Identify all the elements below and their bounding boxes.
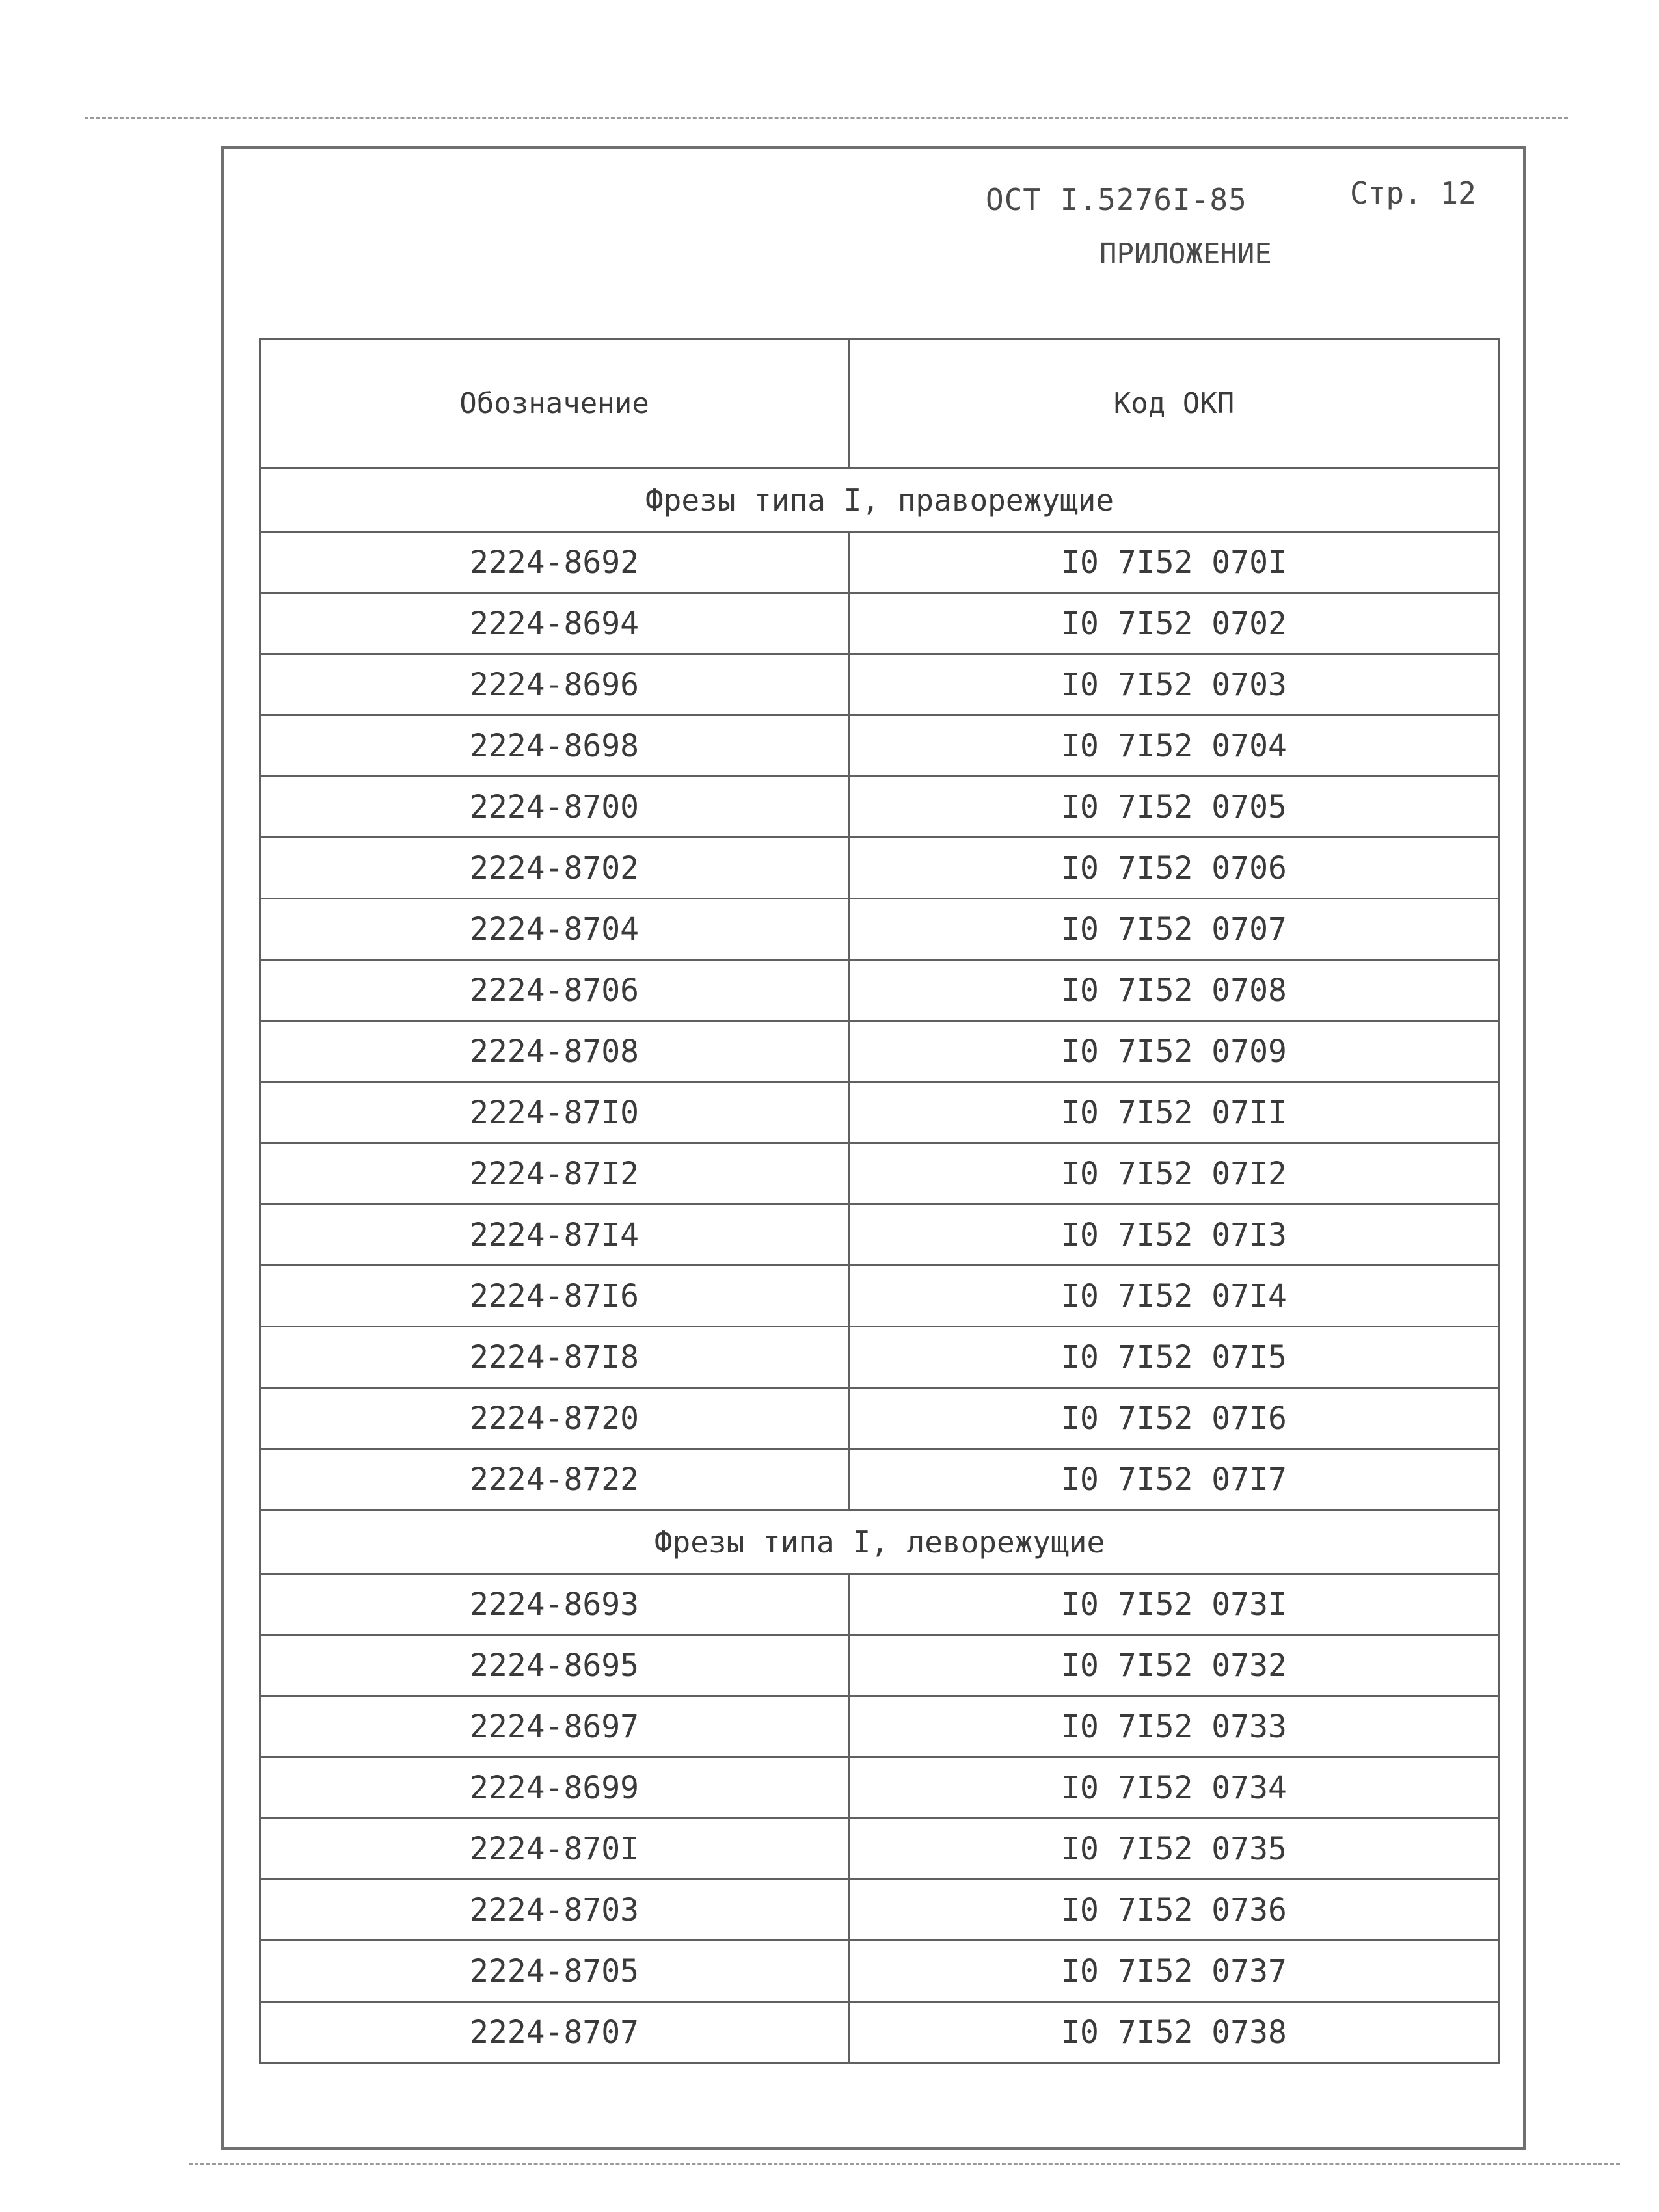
table-row [260,960,1500,1021]
table-row [260,1143,1500,1205]
designation-cell: 2224-8698 [260,715,849,777]
section-row-right-hand [260,468,1500,532]
table-header-row [260,340,1500,468]
designation-cell: 2224-8693 [260,1574,849,1635]
table-row [260,1635,1500,1696]
designation-cell: 2224-87I2 [260,1143,849,1205]
designation-cell: 2224-8705 [260,1941,849,2002]
designation-cell: 2224-8700 [260,777,849,838]
scan-top-edge [85,117,1568,119]
column-header-code: Код ОКП [849,340,1500,468]
designation-cell: 2224-8697 [260,1696,849,1757]
table-row [260,593,1500,654]
table-row [260,1082,1500,1143]
designation-cell: 2224-87I4 [260,1205,849,1266]
product-codes-table [259,338,1500,2064]
designation-cell: 2224-8720 [260,1388,849,1449]
code-cell: I0 7I52 0703 [849,654,1500,715]
table-row [260,1757,1500,1819]
table-row [260,1449,1500,1510]
code-cell: I0 7I52 07I7 [849,1449,1500,1510]
designation-cell: 2224-870I [260,1819,849,1880]
designation-cell: 2224-8694 [260,593,849,654]
table-row [260,2002,1500,2063]
appendix-title: ПРИЛОЖЕНИЕ [1099,237,1272,271]
table-row [260,1696,1500,1757]
page-number: Стр. 12 [1350,176,1476,211]
designation-cell: 2224-8708 [260,1021,849,1082]
table-row [260,1327,1500,1388]
section-title-left-hand: Фрезы типа I, леворежущие [260,1510,1500,1574]
table-row [260,1941,1500,2002]
designation-cell: 2224-8707 [260,2002,849,2063]
table-row [260,777,1500,838]
code-cell: I0 7I52 0704 [849,715,1500,777]
table-row [260,1574,1500,1635]
table-row [260,1388,1500,1449]
designation-cell: 2224-8722 [260,1449,849,1510]
table-row [260,532,1500,593]
table-row [260,715,1500,777]
code-cell: I0 7I52 073I [849,1574,1500,1635]
code-cell: I0 7I52 0705 [849,777,1500,838]
scan-bottom-edge [189,2163,1620,2165]
designation-cell: 2224-87I0 [260,1082,849,1143]
code-cell: I0 7I52 0702 [849,593,1500,654]
designation-cell: 2224-8704 [260,899,849,960]
table-row [260,1021,1500,1082]
table-row [260,1205,1500,1266]
code-cell: I0 7I52 0735 [849,1819,1500,1880]
designation-cell: 2224-87I6 [260,1266,849,1327]
table-row [260,1880,1500,1941]
section-row-left-hand [260,1510,1500,1574]
designation-cell: 2224-8692 [260,532,849,593]
designation-cell: 2224-8696 [260,654,849,715]
designation-cell: 2224-8703 [260,1880,849,1941]
table-row [260,1266,1500,1327]
code-cell: I0 7I52 07I5 [849,1327,1500,1388]
code-cell: I0 7I52 070I [849,532,1500,593]
table-row [260,1819,1500,1880]
code-cell: I0 7I52 0736 [849,1880,1500,1941]
code-cell: I0 7I52 0733 [849,1696,1500,1757]
code-cell: I0 7I52 0738 [849,2002,1500,2063]
document-number: ОСТ I.5276I-85 [986,182,1247,217]
code-cell: I0 7I52 0734 [849,1757,1500,1819]
code-cell: I0 7I52 07II [849,1082,1500,1143]
designation-cell: 2224-8699 [260,1757,849,1819]
code-cell: I0 7I52 07I4 [849,1266,1500,1327]
designation-cell: 2224-8702 [260,838,849,899]
code-cell: I0 7I52 0732 [849,1635,1500,1696]
code-cell: I0 7I52 0706 [849,838,1500,899]
code-cell: I0 7I52 0707 [849,899,1500,960]
code-cell: I0 7I52 07I6 [849,1388,1500,1449]
code-cell: I0 7I52 07I3 [849,1205,1500,1266]
code-cell: I0 7I52 0708 [849,960,1500,1021]
table-row [260,654,1500,715]
designation-cell: 2224-8706 [260,960,849,1021]
designation-cell: 2224-8695 [260,1635,849,1696]
code-cell: I0 7I52 0737 [849,1941,1500,2002]
table-row [260,899,1500,960]
code-cell: I0 7I52 07I2 [849,1143,1500,1205]
section-title-right-hand: Фрезы типа I, праворежущие [260,468,1500,532]
table-row [260,838,1500,899]
code-cell: I0 7I52 0709 [849,1021,1500,1082]
column-header-designation: Обозначение [260,340,849,468]
designation-cell: 2224-87I8 [260,1327,849,1388]
